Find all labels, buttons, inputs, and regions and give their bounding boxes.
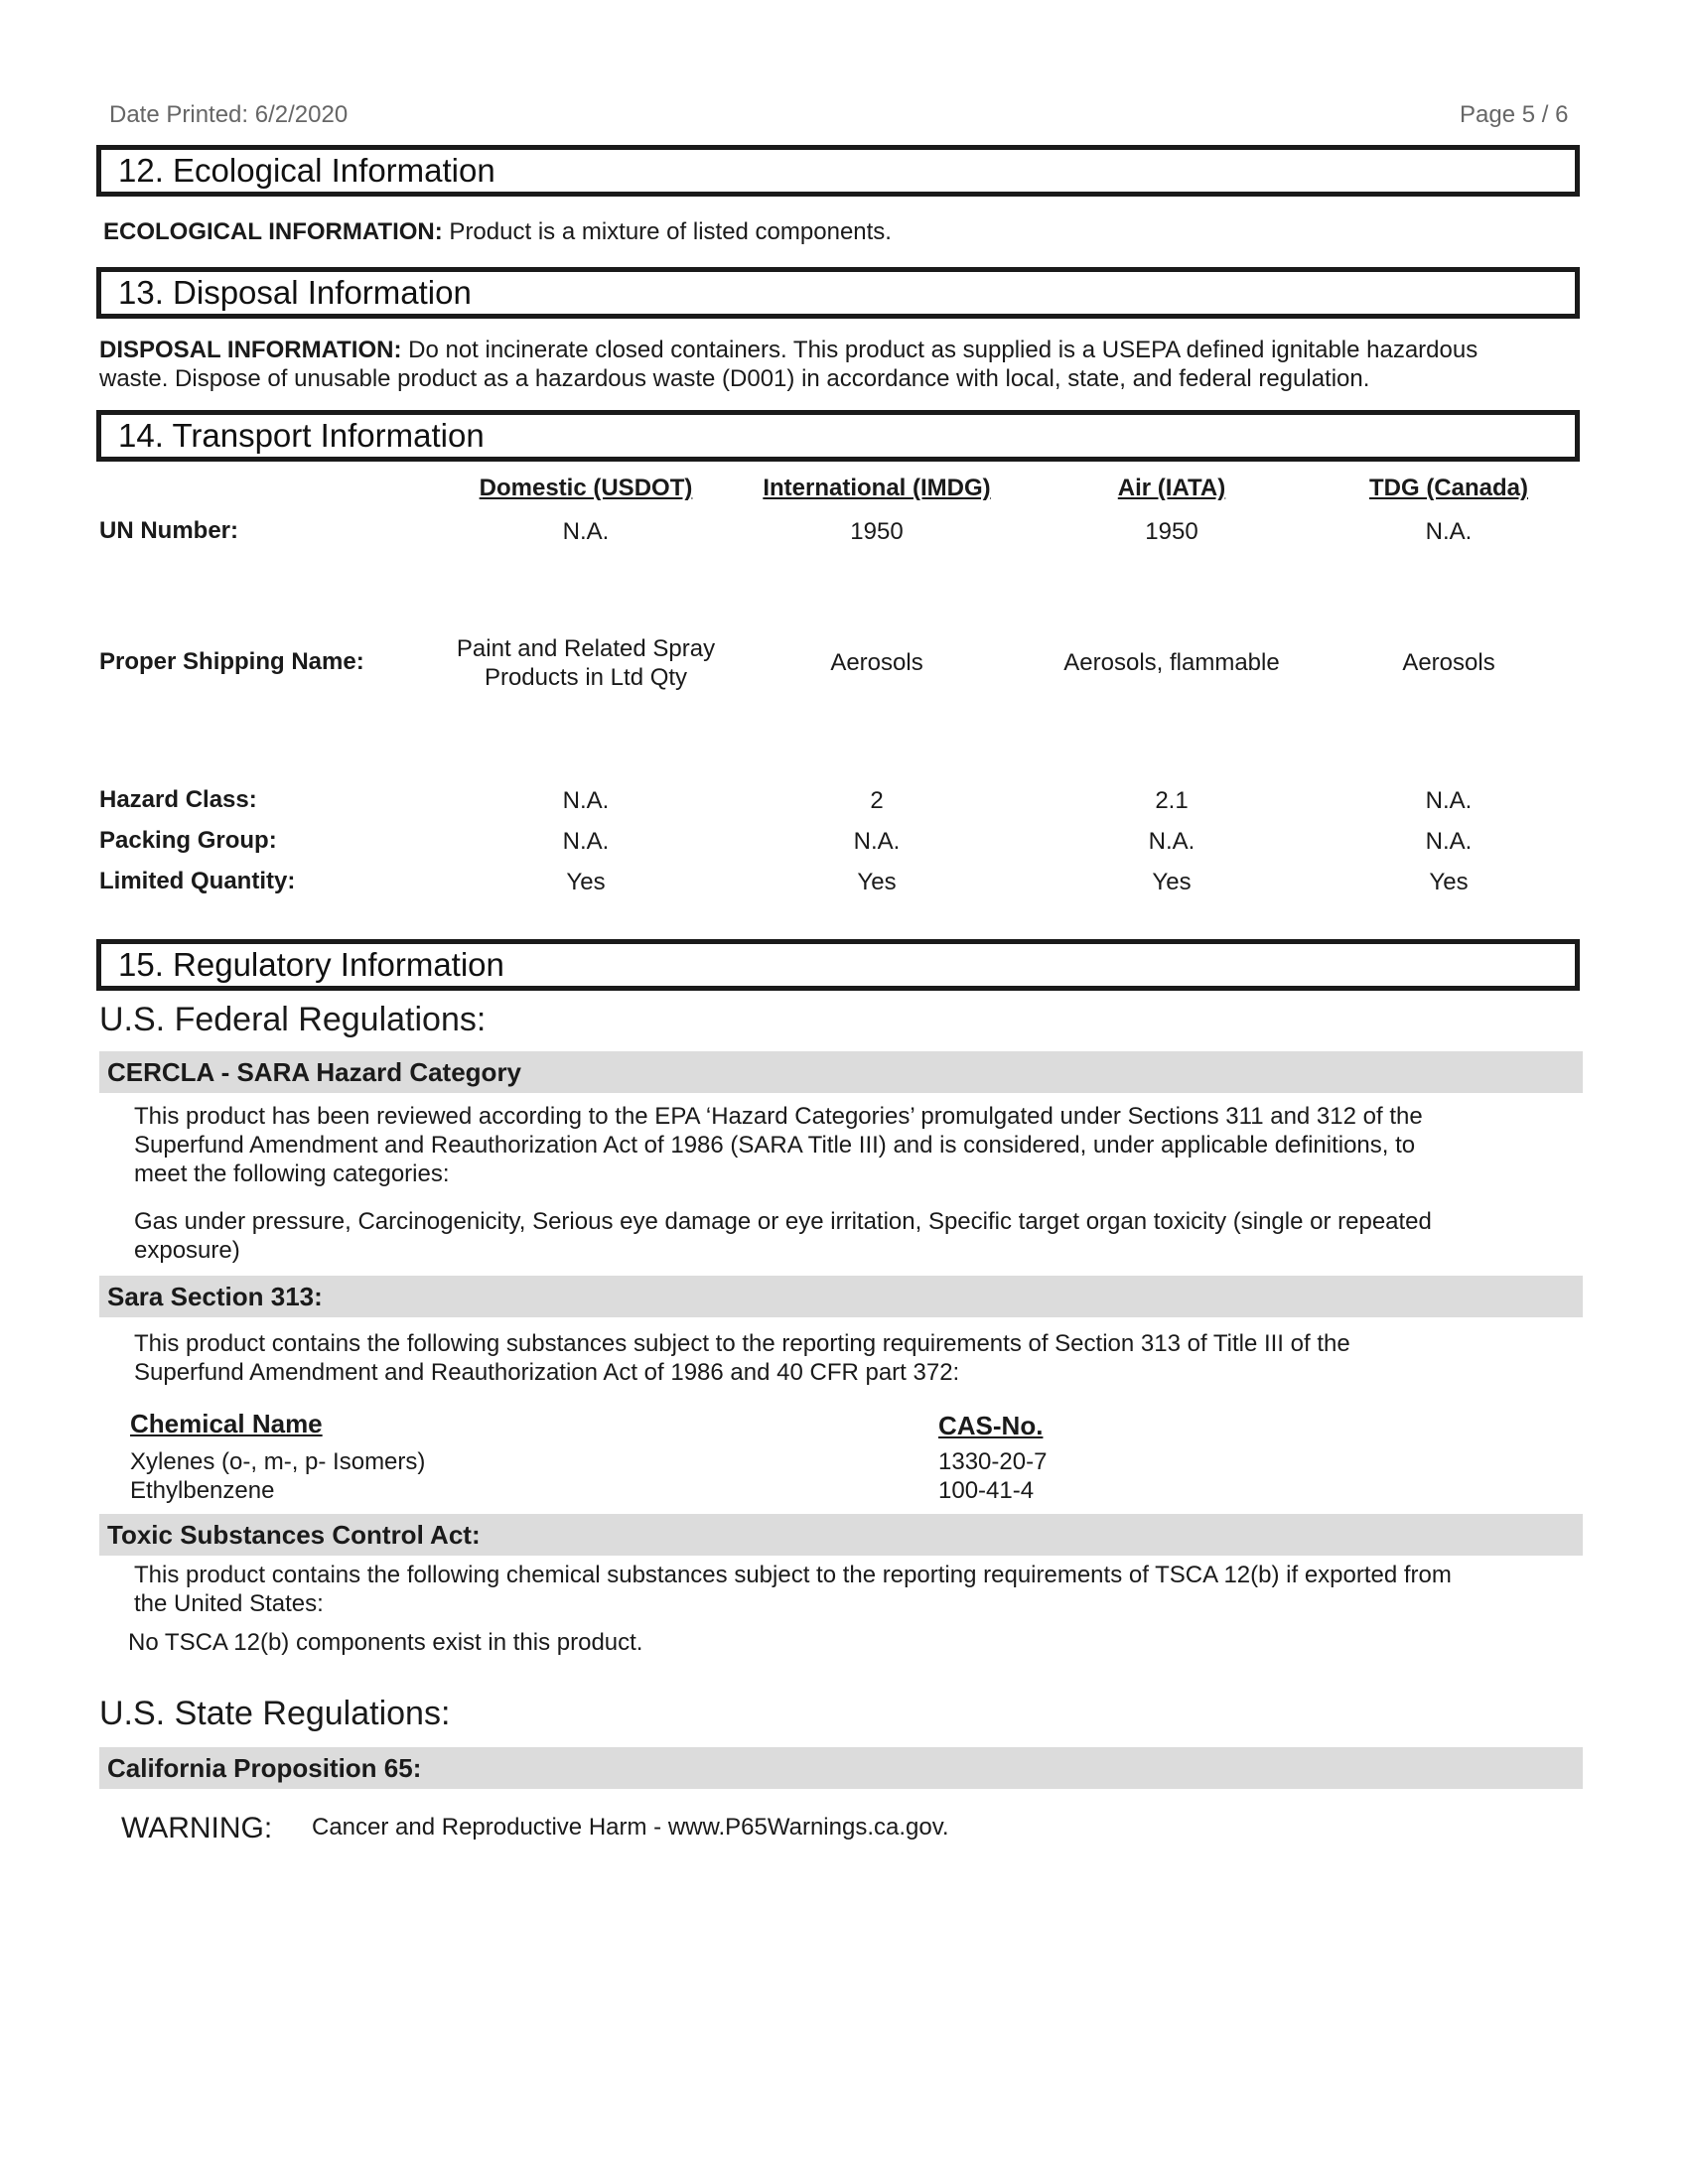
col-usdot: Domestic (USDOT)	[479, 475, 693, 501]
prop65-heading: California Proposition 65:	[99, 1747, 1583, 1789]
tsca-line1: This product contains the following chemical substances subject to the reporting requirements of TSCA 12(b) if exported from	[134, 1562, 1452, 1588]
packing-group-usdot: N.A.	[562, 828, 610, 855]
page-number: Page 5 / 6	[1460, 101, 1569, 128]
shipping-name-iata: Aerosols, flammable	[1063, 649, 1280, 676]
state-regulations-title: U.S. State Regulations:	[99, 1695, 451, 1732]
packing-group-tdg: N.A.	[1425, 828, 1473, 855]
chemical-cas: 1330-20-7	[938, 1448, 1048, 1475]
row-label-un-number: UN Number:	[99, 517, 239, 544]
cercla-line2: Superfund Amendment and Reauthorization Act of 1986 (SARA Title III) and is considered, under applicable definitions, to	[134, 1132, 1416, 1159]
cercla-categories-line1: Gas under pressure, Carcinogenicity, Serious eye damage or eye irritation, Specific target organ toxicity (single or repeated	[134, 1208, 1432, 1235]
sara-313-heading: Sara Section 313:	[99, 1276, 1583, 1317]
ecological-label: ECOLOGICAL INFORMATION:	[103, 218, 443, 245]
col-iata: Air (IATA)	[1117, 475, 1226, 501]
shipping-name-imdg: Aerosols	[830, 649, 923, 676]
packing-group-imdg: N.A.	[853, 828, 901, 855]
sara-313-line2: Superfund Amendment and Reauthorization Act of 1986 and 40 CFR part 372:	[134, 1359, 960, 1386]
un-number-imdg: 1950	[850, 518, 904, 545]
limited-quantity-usdot: Yes	[566, 869, 606, 895]
chemical-name: Ethylbenzene	[130, 1477, 275, 1504]
un-number-tdg: N.A.	[1425, 518, 1473, 545]
limited-quantity-imdg: Yes	[857, 869, 897, 895]
shipping-name-usdot: Paint and Related Spray Products in Ltd Qty	[456, 635, 716, 691]
tsca-heading: Toxic Substances Control Act:	[99, 1514, 1583, 1556]
ecological-paragraph	[103, 217, 892, 246]
row-label-packing-group: Packing Group:	[99, 827, 277, 854]
limited-quantity-tdg: Yes	[1429, 869, 1469, 895]
hazard-class-imdg: 2	[870, 787, 884, 814]
prop65-warning-label: WARNING:	[121, 1812, 273, 1844]
section-14-title: 14. Transport Information	[96, 410, 1580, 462]
cercla-heading: CERCLA - SARA Hazard Category	[99, 1051, 1583, 1093]
cas-number-header: CAS-No.	[938, 1411, 1044, 1440]
ecological-text: Product is a mixture of listed components.	[442, 218, 892, 245]
chemical-name-header: Chemical Name	[130, 1409, 323, 1438]
row-label-hazard-class: Hazard Class:	[99, 786, 257, 813]
section-12-title: 12. Ecological Information	[96, 145, 1580, 197]
cercla-line1: This product has been reviewed according to the EPA ‘Hazard Categories’ promulgated under Sections 311 and 312 of the	[134, 1103, 1423, 1130]
hazard-class-iata: 2.1	[1155, 787, 1189, 814]
tsca-line3: No TSCA 12(b) components exist in this product.	[128, 1629, 643, 1656]
disposal-label: DISPOSAL INFORMATION:	[99, 337, 402, 363]
un-number-usdot: N.A.	[562, 518, 610, 545]
tsca-line2: the United States:	[134, 1590, 324, 1617]
date-printed: Date Printed: 6/2/2020	[109, 101, 349, 128]
packing-group-iata: N.A.	[1148, 828, 1196, 855]
cercla-categories-line2: exposure)	[134, 1237, 240, 1264]
shipping-name-tdg: Aerosols	[1402, 649, 1495, 676]
hazard-class-tdg: N.A.	[1425, 787, 1473, 814]
disposal-paragraph	[99, 336, 1477, 364]
federal-regulations-title: U.S. Federal Regulations:	[99, 1001, 487, 1038]
disposal-line1: Do not incinerate closed containers. This product as supplied is a USEPA defined ignitable hazardous	[401, 337, 1478, 363]
limited-quantity-iata: Yes	[1152, 869, 1192, 895]
un-number-iata: 1950	[1145, 518, 1198, 545]
cercla-line3: meet the following categories:	[134, 1160, 450, 1187]
col-imdg: International (IMDG)	[763, 475, 991, 501]
section-13-title: 13. Disposal Information	[96, 267, 1580, 319]
hazard-class-usdot: N.A.	[562, 787, 610, 814]
chemical-cas: 100-41-4	[938, 1477, 1035, 1504]
row-label-limited-quantity: Limited Quantity:	[99, 868, 296, 894]
row-label-shipping-name: Proper Shipping Name:	[99, 648, 364, 675]
sara-313-line1: This product contains the following substances subject to the reporting requirements of Section 313 of Title III of the	[134, 1330, 1350, 1357]
prop65-warning-text: Cancer and Reproductive Harm - www.P65Warnings.ca.gov.	[312, 1814, 949, 1841]
section-15-title: 15. Regulatory Information	[96, 939, 1580, 991]
disposal-line2: waste. Dispose of unusable product as a hazardous waste (D001) in accordance with local, state, and federal regulation.	[99, 365, 1370, 392]
col-tdg: TDG (Canada)	[1368, 475, 1528, 501]
chemical-name: Xylenes (o-, m-, p- Isomers)	[130, 1448, 426, 1475]
